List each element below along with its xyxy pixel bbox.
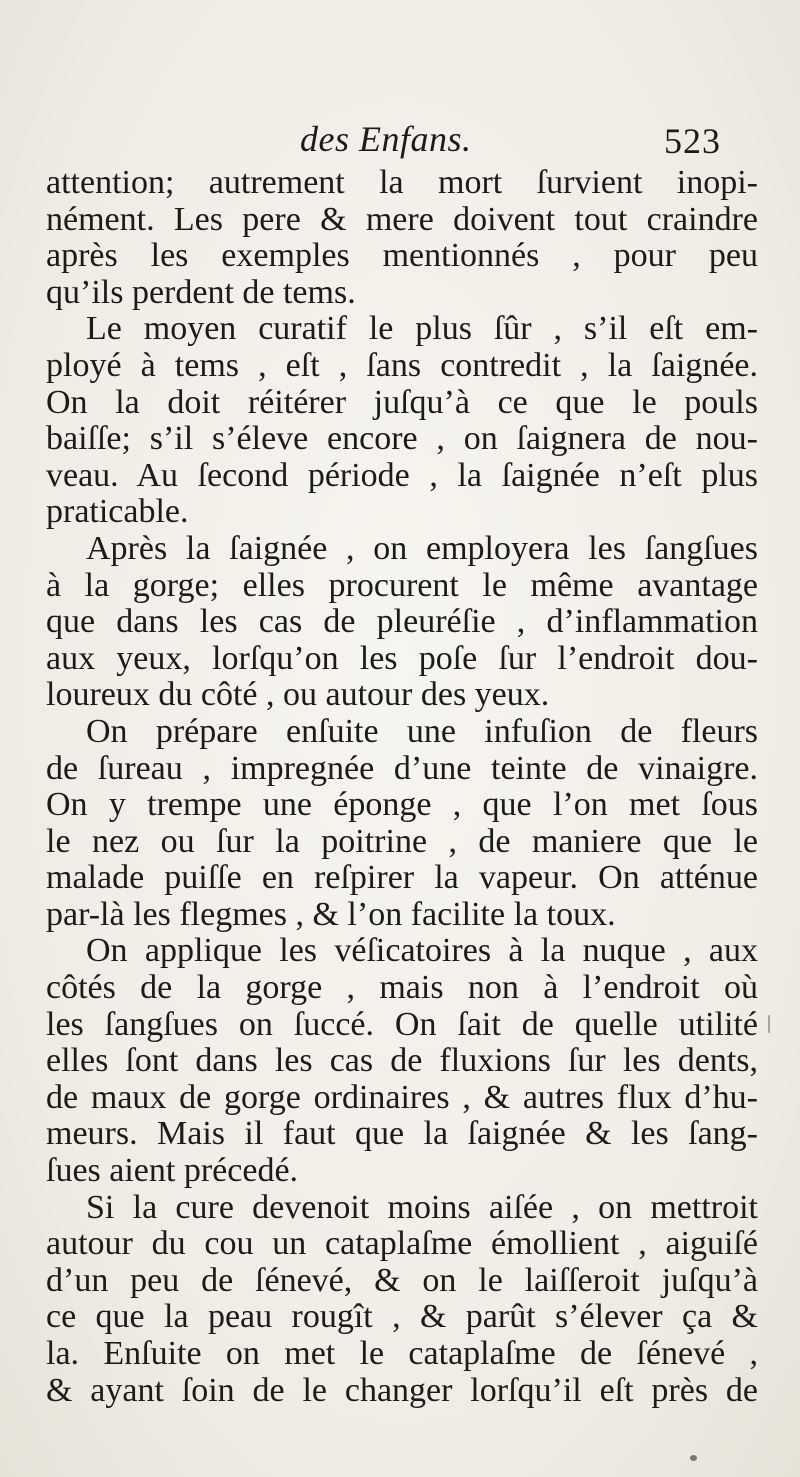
paragraph-4 [46,714,758,934]
text-line: On applique les véſicatoires à la nuque , aux [86,932,758,970]
paragraph-6 [46,1190,758,1410]
text-line: de maux de gorge ordinaires , & autres flux d’hu- [46,1078,758,1116]
text-line: à la gorge; elles procurent le même avantage [46,566,758,604]
text-line: baiſſe; s’il s’éleve encore , on ſaignera de nou- [46,420,758,458]
text-line: malade puiſſe en reſpirer la vapeur. On atténue [46,859,758,897]
text-line: ſues aient précedé. [46,1152,299,1190]
text-line: praticable. [46,493,189,531]
body-text [46,165,758,1409]
ink-speck [768,1015,770,1033]
text-line: la. Enſuite on met le cataplaſme de ſénevé , [46,1335,758,1372]
text-line: On prépare enſuite une infuſion de fleurs [86,712,758,750]
text-line: côtés de la gorge , mais non à l’endroit où [46,969,758,1007]
text-line: & ayant ſoin de le changer lorſqu’il eſt près de [46,1371,758,1409]
text-line: les ſangſues on ſuccé. On ſait de quelle utilité [46,1005,758,1043]
text-line: attention; autrement la mort ſurvient inopi- [46,164,758,201]
paragraph-1 [46,165,758,311]
paragraph-3 [46,531,758,714]
text-line: autour du cou un cataplaſme émollient , aiguiſé [46,1225,758,1263]
text-line: d’un peu de ſénevé, & on le laiſſeroit juſqu’à [46,1261,758,1299]
text-line: qu’ils perdent de tems. [46,273,356,311]
text-line: Si la cure devenoit moins aiſée , on mettroit [86,1188,758,1226]
text-line: meurs. Mais il faut que la ſaignée & les ſang- [46,1115,758,1153]
running-title: des Enfans. [300,119,472,159]
text-line: que dans les cas de pleuréſie , d’inflammation [46,603,758,641]
text-line: Le moyen curatif le plus ſûr , s’il eſt em- [86,310,758,348]
text-line: On la doit réitérer juſqu’à ce que le pouls [46,383,758,421]
text-line: par-là les flegmes , & l’on facilite la toux. [46,895,616,933]
paragraph-2 [46,311,758,531]
text-line: ce que la peau rougît , & parût s’élever ça & [46,1298,758,1336]
ink-speck [690,1455,697,1461]
paragraph-5 [46,933,758,1189]
text-line: veau. Au ſecond période , la ſaignée n’eſt plus [46,456,758,494]
text-line: ployé à tems , eſt , ſans contredit , la ſaignée. [46,346,758,384]
text-line: aux yeux, lorſqu’on les poſe ſur l’endroit dou- [46,639,758,677]
page-number: 523 [664,121,721,161]
text-line: nément. Les pere & mere doivent tout craindre [46,200,758,238]
text-line: de ſureau , impregnée d’une teinte de vinaigre. [46,749,758,787]
text-line: loureux du côté , ou autour des yeux. [46,676,550,714]
text-line: Après la ſaignée , on employera les ſangſues [86,529,758,567]
text-line: On y trempe une éponge , que l’on met ſous [46,786,758,824]
page-header [0,118,800,168]
text-line: elles ſont dans les cas de fluxions ſur les dents, [46,1042,758,1080]
text-line: après les exemples mentionnés , pour peu [46,237,758,275]
text-line: le nez ou ſur la poitrine , de maniere que le [46,822,758,860]
